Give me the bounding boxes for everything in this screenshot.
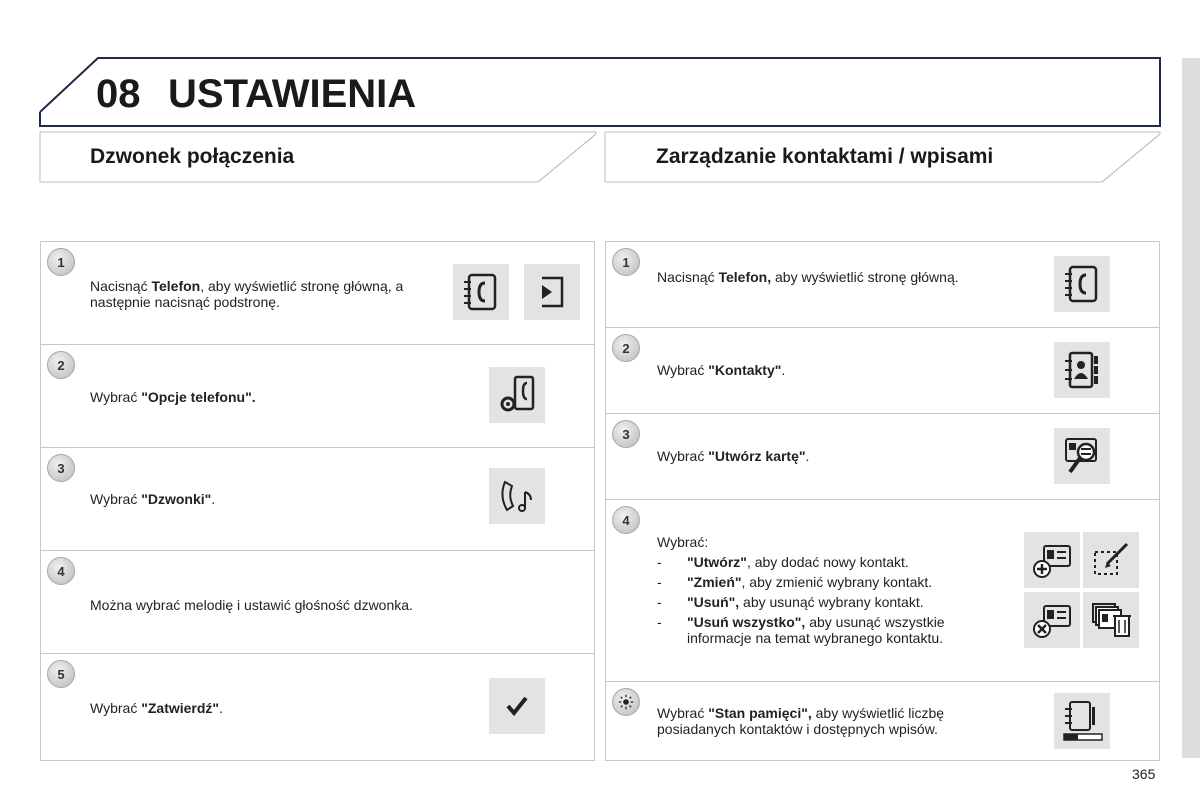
confirm-check-icon[interactable]	[489, 678, 545, 734]
add-contact-icon[interactable]	[1024, 532, 1080, 588]
contacts-icon[interactable]	[1054, 342, 1110, 398]
step-text	[657, 534, 1007, 646]
left-step-2	[41, 345, 594, 448]
step-badge: 4	[47, 557, 75, 585]
phone-options-icon[interactable]	[489, 367, 545, 423]
phone-book-icon[interactable]	[453, 264, 509, 320]
chapter-number: 08	[96, 72, 141, 116]
left-step-4	[41, 551, 594, 654]
step-text: Wybrać "Opcje telefonu".	[90, 389, 256, 405]
step-badge: 2	[612, 334, 640, 362]
right-steps-panel	[605, 241, 1160, 761]
step-text: Wybrać "Zatwierdź".	[90, 700, 223, 716]
tip-sun-icon	[612, 688, 640, 716]
create-card-search-icon[interactable]	[1054, 428, 1110, 484]
memory-status-icon[interactable]	[1054, 693, 1110, 749]
right-step-4	[606, 500, 1159, 682]
step-badge: 3	[612, 420, 640, 448]
step-text: Wybrać "Kontakty".	[657, 362, 786, 378]
right-step-1	[606, 242, 1159, 328]
step-badge: 1	[47, 248, 75, 276]
page-number: 365	[1132, 766, 1156, 782]
step-badge: 4	[612, 506, 640, 534]
step-badge: 5	[47, 660, 75, 688]
phone-book-icon[interactable]	[1054, 256, 1110, 312]
step-text: Można wybrać melodię i ustawić głośność dzwonka.	[90, 597, 413, 613]
right-section-title: Zarządzanie kontaktami / wpisami	[656, 145, 994, 168]
step-text: Wybrać "Utwórz kartę".	[657, 448, 810, 464]
chapter-title: USTAWIENIA	[168, 72, 417, 116]
subpage-icon[interactable]	[524, 264, 580, 320]
step-text: Nacisnąć Telefon, aby wyświetlić stronę główną.	[657, 269, 959, 285]
action-list	[657, 554, 1007, 646]
delete-contact-icon[interactable]	[1024, 592, 1080, 648]
step-intro: Wybrać:	[657, 534, 709, 550]
left-section-title: Dzwonek połączenia	[90, 145, 295, 168]
action-create: - "Utwórz", aby dodać nowy kontakt.	[657, 554, 1007, 570]
right-tip	[606, 682, 1159, 762]
step-badge: 1	[612, 248, 640, 276]
left-step-1	[41, 242, 594, 345]
step-badge: 2	[47, 351, 75, 379]
action-delete: - "Usuń", aby usunąć wybrany kontakt.	[657, 594, 1007, 610]
right-step-3	[606, 414, 1159, 500]
action-edit: - "Zmień", aby zmienić wybrany kontakt.	[657, 574, 1007, 590]
left-step-5	[41, 654, 594, 761]
step-badge: 3	[47, 454, 75, 482]
tip-text: Wybrać "Stan pamięci", aby wyświetlić liczbę posiadanych kontaktów i dostępnych wpisów.	[657, 705, 945, 737]
left-step-3	[41, 448, 594, 551]
action-delete-all: - "Usuń wszystko", aby usunąć wszystkie informacje na temat wybranego kontaktu.	[657, 614, 1007, 646]
step-text: Wybrać "Dzwonki".	[90, 491, 216, 507]
delete-all-contacts-icon[interactable]	[1083, 592, 1139, 648]
right-step-2	[606, 328, 1159, 414]
ringtone-icon[interactable]	[489, 468, 545, 524]
step-text: Nacisnąć Telefon, aby wyświetlić stronę główną, a następnie nacisnąć podstronę.	[90, 278, 404, 310]
left-steps-panel	[40, 241, 595, 761]
edit-contact-icon[interactable]	[1083, 532, 1139, 588]
